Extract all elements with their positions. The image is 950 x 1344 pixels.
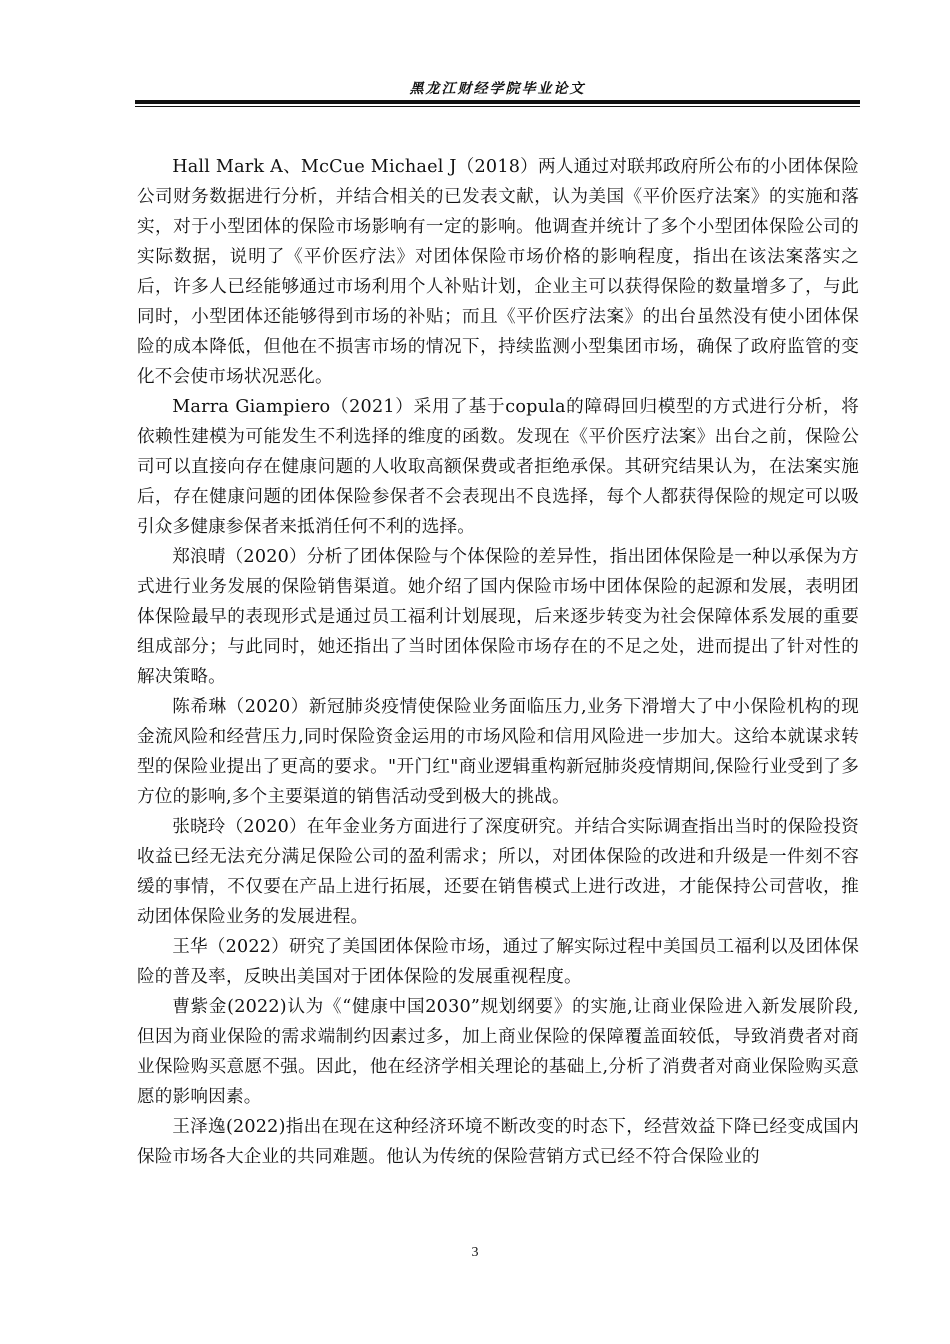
header-title: 黑龙江财经学院毕业论文	[409, 81, 586, 97]
page-number: 3	[471, 1245, 479, 1260]
paragraph-wang-hua: 王华（2022）研究了美国团体保险市场，通过了解实际过程中美国员工福利以及团体保险的普及率，反映出美国对于团体保险的发展重视程度。	[137, 937, 859, 987]
paragraph-cao: 曹紫金(2022)认为《“健康中国2030”规划纲要》的实施,让商业保险进入新发展阶段,但因为商业保险的需求端制约因素过多，加上商业保险的保障覆盖面较低，导致消费者对商业保险购买意愿不强。因此，他在经济学相关理论的基础上,分析了消费者对商业保险购买意愿的影响因素。	[137, 997, 859, 1107]
paragraph-zhang: 张晓玲（2020）在年金业务方面进行了深度研究。并结合实际调查指出当时的保险投资收益已经无法充分满足保险公司的盈利需求；所以，对团体保险的改进和升级是一件刻不容缓的事情，不仅要在产品上进行拓展，还要在销售模式上进行改进，才能保持公司营收，推动团体保险业务的发展进程。	[137, 817, 859, 927]
paragraph-wang-zeyi: 王泽逸(2022)指出在现在这种经济环境不断改变的时态下，经营效益下降已经变成国内保险市场各大企业的共同难题。他认为传统的保险营销方式已经不符合保险业的	[137, 1117, 859, 1167]
paragraph-hall-mccue: Hall Mark A、McCue Michael J（2018）两人通过对联邦政府所公布的小团体保险公司财务数据进行分析，并结合相关的已发表文献，认为美国《平价医疗法案》的实施和落实，对于小型团体的保险市场影响有一定的影响。他调查并统计了多个小型团体保险公司的实际数据，说明了《平价医疗法》对团体保险市场价格的影响程度，指出在该法案落实之后，许多人已经能够通过市场利用个人补贴计划，企业主可以获得保险的数量增多了，与此同时，小型团体还能够得到市场的补贴；而且《平价医疗法案》的出台虽然没有使小团体保险的成本降低，但他在不损害市场的情况下，持续监测小型集团市场，确保了政府监管的变化不会使市场状况恶化。	[137, 157, 859, 387]
header-rule-thin	[135, 106, 860, 107]
paragraph-chen: 陈希琳（2020）新冠肺炎疫情使保险业务面临压力,业务下滑增大了中小保险机构的现金流风险和经营压力,同时保险资金运用的市场风险和信用风险进一步加大。这给本就谋求转型的保险业提出了更高的要求。"开门红"商业逻辑重构新冠肺炎疫情期间,保险行业受到了多方位的影响,多个主要渠道的销售活动受到极大的挑战。	[137, 697, 859, 807]
paragraph-marra: Marra Giampiero（2021）采用了基于copula的障碍回归模型的方式进行分析，将依赖性建模为可能发生不利选择的维度的函数。发现在《平价医疗法案》出台之前，保险公司可以直接向存在健康问题的人收取高额保费或者拒绝承保。其研究结果认为，在法案实施后，存在健康问题的团体保险参保者不会表现出不良选择，每个人都获得保险的规定可以吸引众多健康参保者来抵消任何不利的选择。	[137, 397, 859, 537]
page-header	[135, 76, 860, 104]
header-rule-thick	[135, 100, 860, 104]
body-text	[137, 152, 859, 1172]
paragraph-zheng: 郑浪晴（2020）分析了团体保险与个体保险的差异性，指出团体保险是一种以承保为方式进行业务发展的保险销售渠道。她介绍了国内保险市场中团体保险的起源和发展，表明团体保险最早的表现形式是通过员工福利计划展现，后来逐步转变为社会保障体系发展的重要组成部分；与此同时，她还指出了当时团体保险市场存在的不足之处，进而提出了针对性的解决策略。	[137, 547, 859, 687]
